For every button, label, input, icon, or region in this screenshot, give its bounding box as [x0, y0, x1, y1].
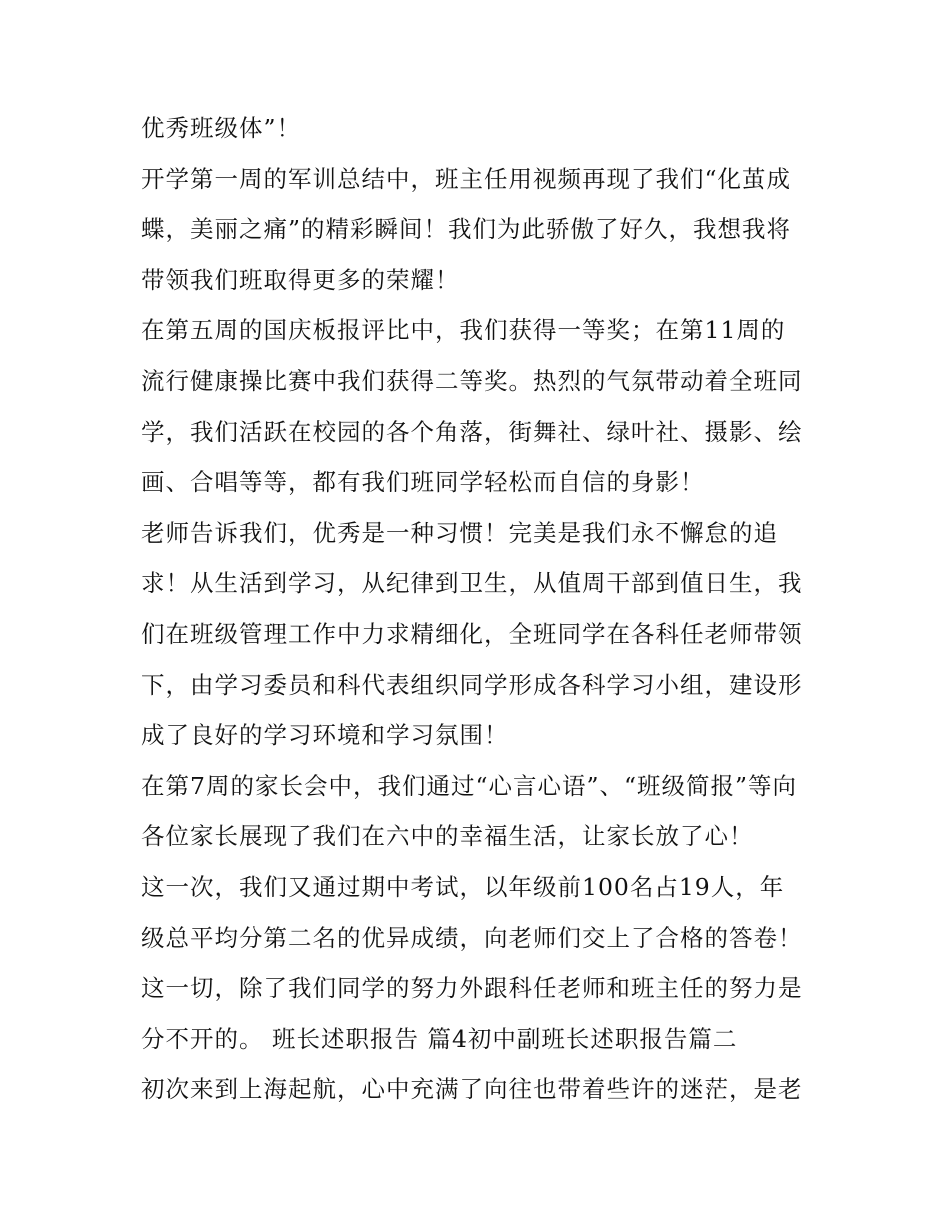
text-line: 下，由学习委员和科代表组织同学形成各科学习小组，建设形	[141, 670, 803, 699]
text-line: 带领我们班取得更多的荣耀！	[141, 265, 460, 294]
text-line: 流行健康操比赛中我们获得二等奖。热烈的气氛带动着全班同	[141, 367, 803, 395]
text-line: 各位家长展现了我们在六中的幸福生活，让家长放了心！	[141, 822, 754, 851]
text-line: 画、合唱等等，都有我们班同学轻松而自信的身影！	[141, 468, 705, 497]
text-line: 老师告诉我们，优秀是一种习惯！完美是我们永不懈怠的追	[141, 518, 778, 547]
text-line: 这一切，除了我们同学的努力外跟科任老师和班主任的努力是	[141, 974, 803, 1003]
text-line: 求！从生活到学习，从纪律到卫生，从值周干部到值日生，我	[141, 569, 803, 598]
text-line: 开学第一周的军训总结中，班主任用视频再现了我们“化茧成	[141, 164, 792, 193]
text-line: 分不开的。 班长述职报告 篇4初中副班长述职报告篇二	[141, 1024, 738, 1053]
text-line: 蝶，美丽之痛”的精彩瞬间！我们为此骄傲了好久，我想我将	[141, 215, 792, 244]
text-line: 级总平均分第二名的优异成绩，向老师们交上了合格的答卷！	[141, 923, 803, 952]
text-line: 优秀班级体”！	[141, 114, 302, 142]
text-line: 学，我们活跃在校园的各个角落，街舞社、绿叶社、摄影、绘	[141, 417, 803, 446]
text-line: 在第五周的国庆板报评比中，我们获得一等奖；在第11周的	[141, 316, 786, 345]
text-line: 在第7周的家长会中，我们通过“心言心语”、“班级简报”等向	[141, 771, 798, 800]
text-line: 成了良好的学习环境和学习氛围！	[141, 721, 509, 750]
text-line: 们在班级管理工作中力求精细化，全班同学在各科任老师带领	[141, 620, 803, 648]
text-line: 这一次，我们又通过期中考试，以年级前100名占19人，年	[141, 873, 785, 901]
text-line: 初次来到上海起航，心中充满了向往也带着些许的迷茫，是老	[141, 1075, 803, 1104]
